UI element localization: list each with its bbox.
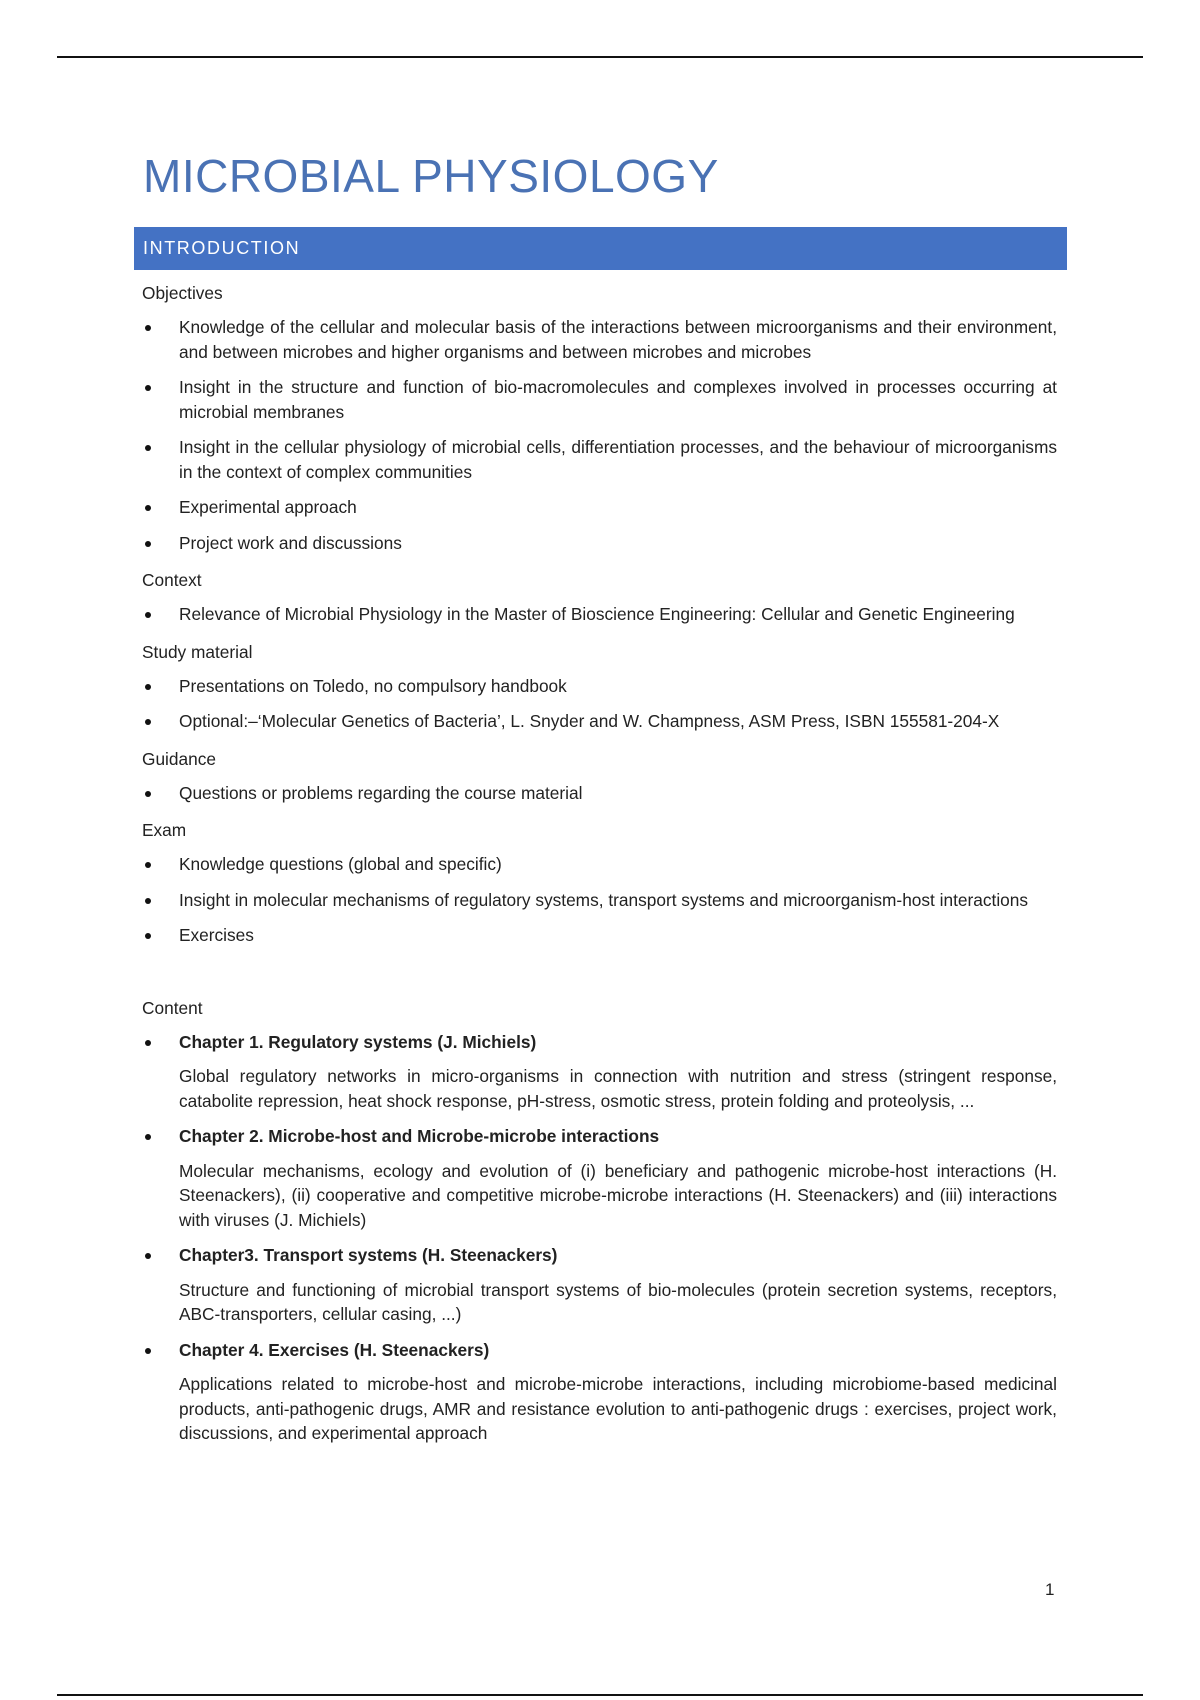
- context-label: Context: [142, 570, 202, 590]
- objectives-label: Objectives: [142, 283, 223, 303]
- document-body: [142, 279, 1057, 1457]
- footer-rule: [57, 1694, 1143, 1696]
- list-item: Relevance of Microbial Physiology in the Master of Bioscience Engineering: Cellular and Genetic Engineering: [142, 602, 1057, 627]
- list-item: Presentations on Toledo, no compulsory handbook: [142, 674, 1057, 699]
- chapter-description: Structure and functioning of microbial transport systems of bio-molecules (protein secretion systems, receptors, ABC-transporters, cellular casing, ...): [179, 1279, 1057, 1324]
- chapter-description: Molecular mechanisms, ecology and evolution of (i) beneficiary and pathogenic microbe-host interactions (H. Steenackers), (ii) cooperative and competitive microbe-microbe interactions (H. Steenackers) and (iii) interactions with viruses (J. Michiels): [179, 1160, 1057, 1230]
- header-rule: [57, 56, 1143, 58]
- chapter-title: Chapter 1. Regulatory systems (J. Michiels): [179, 1031, 537, 1052]
- list-item: Insight in the structure and function of bio-macromolecules and complexes involved in processes occurring at microbial membranes: [142, 375, 1057, 424]
- list-item: Optional:–‘Molecular Genetics of Bacteria’, L. Snyder and W. Champness, ASM Press, ISBN 155581-204-X: [142, 709, 1057, 734]
- context-list: [142, 602, 1057, 627]
- list-item: Experimental approach: [142, 495, 1057, 520]
- objectives-list: [142, 315, 1057, 555]
- chapter-item: [142, 1030, 1057, 1114]
- list-item: Knowledge of the cellular and molecular basis of the interactions between microorganisms and their environment, and between microbes and higher organisms and between microbes and microbes: [142, 315, 1057, 364]
- content-label: Content: [142, 997, 203, 1018]
- list-item: Exercises: [142, 923, 1057, 948]
- chapter-description: Global regulatory networks in micro-organisms in connection with nutrition and stress (stringent response, catabolite repression, heat shock response, pH-stress, osmotic stress, protein folding and proteolysis, ...: [179, 1066, 1057, 1111]
- guidance-label: Guidance: [142, 748, 216, 769]
- chapter-title: Chapter3. Transport systems (H. Steenackers): [179, 1245, 558, 1265]
- section-heading-introduction: INTRODUCTION: [134, 227, 1067, 270]
- list-item: Questions or problems regarding the course material: [142, 781, 1057, 806]
- list-item: Insight in the cellular physiology of microbial cells, differentiation processes, and the behaviour of microorganisms in the context of complex communities: [142, 435, 1057, 484]
- chapter-title: Chapter 2. Microbe-host and Microbe-microbe interactions: [179, 1126, 660, 1146]
- page-number: 1: [1045, 1580, 1055, 1599]
- study-material-list: [142, 674, 1057, 734]
- study-material-label: Study material: [142, 641, 253, 662]
- document-title: MICROBIAL PHYSIOLOGY: [143, 150, 719, 202]
- exam-label: Exam: [142, 820, 187, 840]
- chapter-item: [142, 1243, 1057, 1327]
- list-item: Knowledge questions (global and specific): [142, 852, 1057, 877]
- guidance-list: [142, 781, 1057, 806]
- spacer: [142, 959, 1057, 994]
- chapter-description: Applications related to microbe-host and microbe-microbe interactions, including microbiome-based medicinal products, anti-pathogenic drugs, AMR and resistance evolution to anti-pathogenic drugs : exercises, project work, discussions, and experimental approach: [179, 1374, 1057, 1443]
- list-item: Project work and discussions: [142, 531, 1057, 556]
- chapter-list: [142, 1030, 1057, 1446]
- exam-list: [142, 852, 1057, 948]
- list-item: Insight in molecular mechanisms of regulatory systems, transport systems and microorganism-host interactions: [142, 888, 1057, 913]
- chapter-title: Chapter 4. Exercises (H. Steenackers): [179, 1339, 490, 1360]
- chapter-item: [142, 1338, 1057, 1446]
- chapter-item: [142, 1124, 1057, 1232]
